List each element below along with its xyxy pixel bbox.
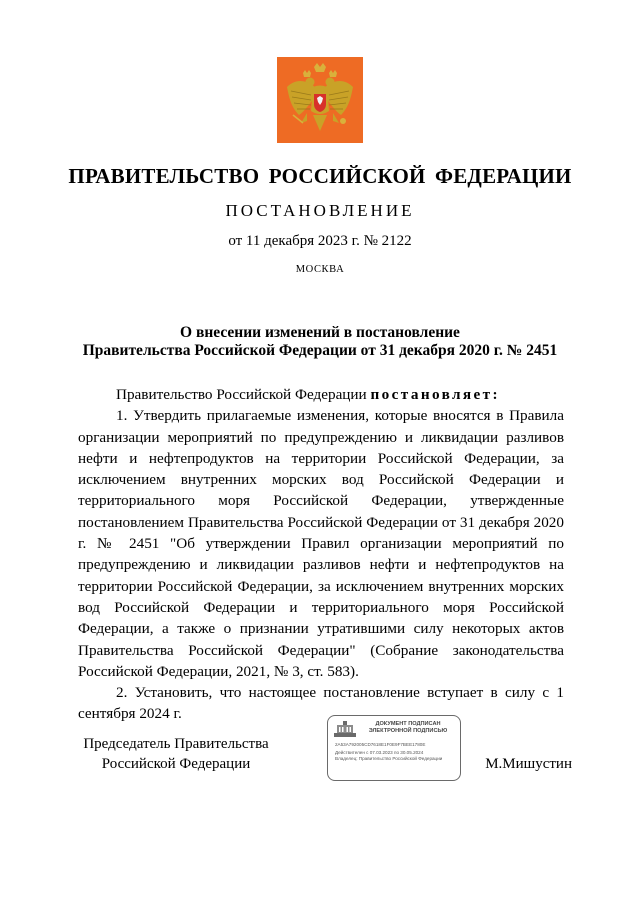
organization-name: ПРАВИТЕЛЬСТВО РОССИЙСКОЙ ФЕДЕРАЦИИ xyxy=(68,164,572,188)
stamp-header xyxy=(358,721,458,735)
russian-coat-of-arms-icon xyxy=(277,57,363,143)
signatory-position xyxy=(76,734,276,774)
stamp-header-line-2: ЭЛЕКТРОННОЙ ПОДПИСЬЮ xyxy=(368,728,448,734)
signatory-name: М.Мишустин xyxy=(485,756,572,772)
document-title xyxy=(60,324,580,360)
electronic-signature-stamp xyxy=(327,715,461,781)
stamp-header-line-1: ДОКУМЕНТ ПОДПИСАН xyxy=(375,721,441,727)
document-body xyxy=(78,384,564,725)
intro-paragraph xyxy=(78,384,564,405)
stamp-owner: Владелец: Правительство Российской Федерации xyxy=(335,756,443,761)
signatory-position-line-1: Председатель Правительства xyxy=(83,736,269,752)
title-line-1: О внесении изменений в постановление xyxy=(180,324,460,341)
stamp-validity: Действителен с 07.03.2023 по 30.05.2024 xyxy=(335,750,424,755)
intro-verb: постановляет: xyxy=(370,386,500,403)
document-city: МОСКВА xyxy=(295,264,345,275)
document-date-number: от 11 декабря 2023 г. № 2122 xyxy=(228,233,412,249)
title-line-2: Правительства Российской Федерации от 31 декабря 2020 г. № 2451 xyxy=(82,342,558,359)
stamp-certificate: 2A53A792005CD7618E1F0E9F7BEE1780E xyxy=(335,742,426,747)
coat-of-arms-emblem xyxy=(277,57,363,143)
item-2-paragraph: 2. Установить, что настоящее постановление вступает в силу с 1 сентября 2024 г. xyxy=(78,684,564,723)
item-1-paragraph: 1. Утвердить прилагаемые изменения, которые вносятся в Правила организации мероприятий по предупреждению и ликвидации разливов нефти и нефтепродуктов на территории Российской Федерации, за исключением внутренних морских вод Российской Федерации и территориального моря Российской Федерации, утвержденные постановлением Правительства Российской Федерации от 31 декабря 2020 г. № 2451 "Об утверждении Правил организации мероприятий по предупреждению и ликвидации разливов нефти и нефтепродуктов на территории Российской Федерации, за исключением внутренних морских вод Российской Федерации и территориального моря Российской Федерации, а также о признании утратившими силу некоторых актов Правительства Российской Федерации" (Собрание законодательства Российской Федерации, 2021, № 3, ст. 583). xyxy=(78,407,564,680)
government-building-icon xyxy=(334,721,356,737)
document-type: ПОСТАНОВЛЕНИЕ xyxy=(225,201,415,220)
signatory-position-line-2: Российской Федерации xyxy=(101,756,251,772)
intro-subject: Правительство Российской Федерации xyxy=(116,386,367,403)
